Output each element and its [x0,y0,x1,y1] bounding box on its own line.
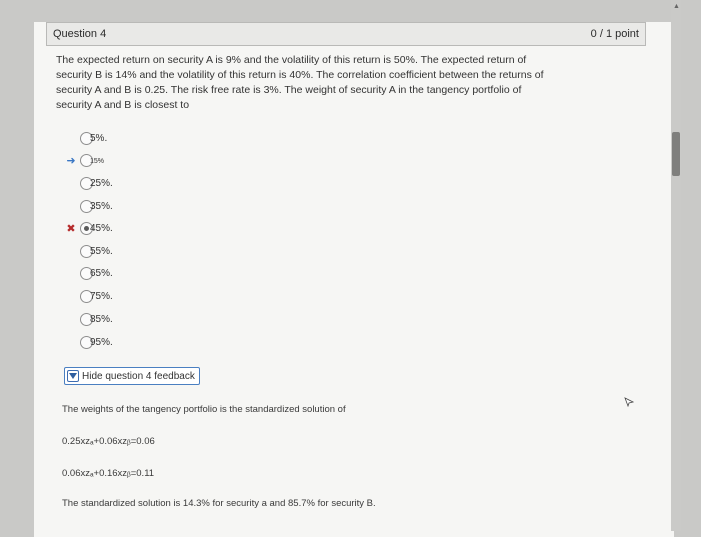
option-5[interactable] [64,130,224,148]
option-25[interactable] [64,175,224,193]
triangle-down-icon [67,370,79,382]
option-label: 5%. [90,133,108,144]
cross-icon: ✖ [66,223,76,235]
feedback-text: The weights of the tangency portfolio is the standardized solution of [62,404,346,415]
scroll-up-icon[interactable]: ▲ [673,3,680,10]
question-panel [34,22,674,537]
feedback-toggle-label: Hide question 4 feedback [82,370,195,382]
option-15[interactable] [64,152,224,170]
option-75[interactable] [64,288,224,306]
option-label: 85%. [90,314,113,325]
option-label: 45%. [90,223,113,234]
question-text-line: security B is 14% and the volatility of this return is 40%. The correlation coefficient between the returns of [56,69,544,81]
option-label: 35%. [90,201,113,212]
feedback-equation-2: 0.06xzₐ+0.16xzᵦ=0.11 [62,468,155,479]
option-label: 65%. [90,268,113,279]
question-text-line: security A and B is closest to [56,99,190,111]
mouse-cursor-icon [624,394,634,412]
option-label: 75%. [90,291,113,302]
hide-feedback-button[interactable] [64,367,200,385]
option-35[interactable] [64,198,224,216]
feedback-solution: The standardized solution is 14.3% for security a and 85.7% for security B. [62,498,376,509]
option-label: 25%. [90,178,113,189]
option-65[interactable] [64,265,224,283]
question-text-line: The expected return on security A is 9% and the volatility of this return is 50%. The expected return of [56,54,527,66]
feedback-equation-1: 0.25xzₐ+0.06xzᵦ=0.06 [62,436,155,447]
option-label: 95%. [90,337,113,348]
question-text [56,53,626,113]
option-45[interactable] [64,220,224,238]
question-title: Question 4 [53,28,107,40]
vertical-scrollbar[interactable] [671,0,681,531]
option-85[interactable] [64,311,224,329]
question-header [46,22,646,46]
arrow-right-icon: ➜ [66,155,76,167]
question-points: 0 / 1 point [590,28,639,40]
option-95[interactable] [64,334,224,352]
option-55[interactable] [64,243,224,261]
question-text-line: security A and B is 0.25. The risk free rate is 3%. The weight of security A in the tangency portfolio of [56,84,522,96]
option-label: 55%. [90,246,113,257]
scrollbar-thumb[interactable] [672,132,680,176]
option-label: 15% [90,158,105,165]
